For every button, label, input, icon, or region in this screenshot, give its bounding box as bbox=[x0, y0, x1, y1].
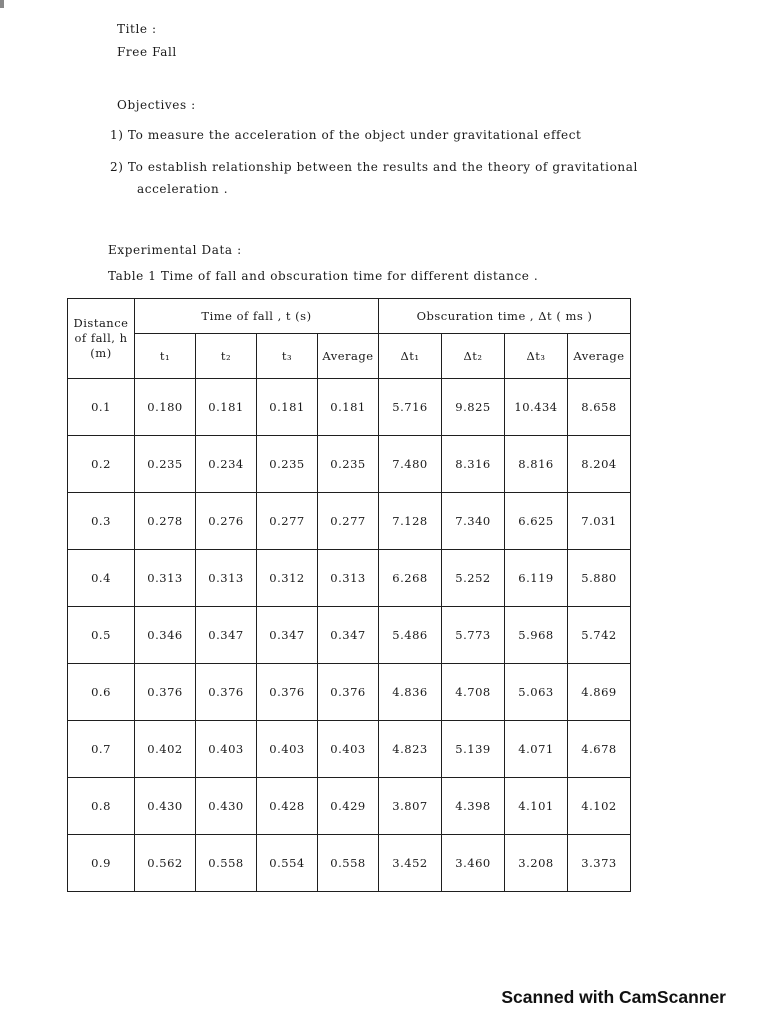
table-row bbox=[68, 607, 631, 664]
table-cell-distance: 0.2 bbox=[68, 436, 135, 493]
header-t3: t₃ bbox=[257, 334, 318, 379]
table-cell: 0.430 bbox=[196, 778, 257, 835]
header-obscuration-time: Obscuration time , Δt ( ms ) bbox=[379, 299, 631, 334]
table-cell-distance: 0.5 bbox=[68, 607, 135, 664]
table-cell: 0.558 bbox=[196, 835, 257, 892]
table-cell: 8.316 bbox=[442, 436, 505, 493]
table-cell: 5.880 bbox=[568, 550, 631, 607]
table-cell: 0.235 bbox=[257, 436, 318, 493]
table-cell: 5.063 bbox=[505, 664, 568, 721]
table-cell: 0.403 bbox=[196, 721, 257, 778]
table-cell-distance: 0.6 bbox=[68, 664, 135, 721]
table-body bbox=[68, 379, 631, 892]
table-cell: 0.347 bbox=[196, 607, 257, 664]
table-cell: 0.277 bbox=[257, 493, 318, 550]
table-cell: 7.340 bbox=[442, 493, 505, 550]
table-cell: 0.428 bbox=[257, 778, 318, 835]
table-cell: 0.402 bbox=[135, 721, 196, 778]
scanner-watermark: Scanned with CamScanner bbox=[501, 987, 726, 1007]
objective-item-2: 2) To establish relationship between the results and the theory of gravitational bbox=[110, 160, 638, 174]
table-cell: 0.313 bbox=[196, 550, 257, 607]
table-cell: 9.825 bbox=[442, 379, 505, 436]
table-cell: 4.708 bbox=[442, 664, 505, 721]
table-cell-distance: 0.8 bbox=[68, 778, 135, 835]
header-t2: t₂ bbox=[196, 334, 257, 379]
table-cell: 6.625 bbox=[505, 493, 568, 550]
header-dt2: Δt₂ bbox=[442, 334, 505, 379]
table-cell: 3.807 bbox=[379, 778, 442, 835]
header-obscuration-average: Average bbox=[568, 334, 631, 379]
objectives-label: Objectives : bbox=[117, 98, 196, 112]
table-cell: 6.119 bbox=[505, 550, 568, 607]
table-cell: 4.071 bbox=[505, 721, 568, 778]
table-cell: 5.716 bbox=[379, 379, 442, 436]
table-cell: 0.180 bbox=[135, 379, 196, 436]
header-time-average: Average bbox=[318, 334, 379, 379]
table-cell: 5.252 bbox=[442, 550, 505, 607]
table-cell: 8.658 bbox=[568, 379, 631, 436]
table-row bbox=[68, 835, 631, 892]
table-row bbox=[68, 493, 631, 550]
table-cell: 5.968 bbox=[505, 607, 568, 664]
scan-edge-mark bbox=[0, 0, 4, 8]
table-cell: 0.234 bbox=[196, 436, 257, 493]
table-cell: 0.346 bbox=[135, 607, 196, 664]
table-cell: 0.276 bbox=[196, 493, 257, 550]
table-cell: 0.430 bbox=[135, 778, 196, 835]
table-cell: 6.268 bbox=[379, 550, 442, 607]
table-cell: 4.678 bbox=[568, 721, 631, 778]
table-cell: 0.181 bbox=[196, 379, 257, 436]
header-distance bbox=[68, 299, 135, 379]
table-cell: 0.376 bbox=[135, 664, 196, 721]
table-cell: 0.558 bbox=[318, 835, 379, 892]
table-cell: 3.452 bbox=[379, 835, 442, 892]
table-cell: 4.398 bbox=[442, 778, 505, 835]
table-cell: 0.235 bbox=[135, 436, 196, 493]
table-cell-distance: 0.1 bbox=[68, 379, 135, 436]
table-cell: 3.373 bbox=[568, 835, 631, 892]
table-cell-distance: 0.4 bbox=[68, 550, 135, 607]
title-label: Title : bbox=[117, 22, 157, 36]
table-cell: 0.376 bbox=[318, 664, 379, 721]
table-cell: 0.429 bbox=[318, 778, 379, 835]
table-cell: 7.480 bbox=[379, 436, 442, 493]
table-cell: 0.403 bbox=[257, 721, 318, 778]
objective-item-2-continued: acceleration . bbox=[137, 182, 229, 196]
data-table bbox=[67, 298, 631, 892]
table-cell: 4.869 bbox=[568, 664, 631, 721]
table-cell-distance: 0.7 bbox=[68, 721, 135, 778]
table-cell: 4.101 bbox=[505, 778, 568, 835]
table-cell: 0.554 bbox=[257, 835, 318, 892]
table-cell: 5.742 bbox=[568, 607, 631, 664]
header-distance-label: Distance of fall, h (m) bbox=[73, 316, 129, 360]
table-cell: 5.773 bbox=[442, 607, 505, 664]
table-cell: 0.312 bbox=[257, 550, 318, 607]
table-cell: 8.816 bbox=[505, 436, 568, 493]
table-caption: Table 1 Time of fall and obscuration time for different distance . bbox=[108, 269, 539, 283]
table-cell: 4.102 bbox=[568, 778, 631, 835]
header-t1: t₁ bbox=[135, 334, 196, 379]
table-cell: 5.486 bbox=[379, 607, 442, 664]
table-cell: 0.403 bbox=[318, 721, 379, 778]
header-dt3: Δt₃ bbox=[505, 334, 568, 379]
table-cell: 0.376 bbox=[257, 664, 318, 721]
table-cell: 0.277 bbox=[318, 493, 379, 550]
table-cell: 7.031 bbox=[568, 493, 631, 550]
table-row bbox=[68, 721, 631, 778]
table-cell: 0.347 bbox=[257, 607, 318, 664]
table-cell: 8.204 bbox=[568, 436, 631, 493]
table-cell: 0.562 bbox=[135, 835, 196, 892]
table-cell: 0.235 bbox=[318, 436, 379, 493]
table-cell: 7.128 bbox=[379, 493, 442, 550]
table-cell: 0.376 bbox=[196, 664, 257, 721]
table-cell: 0.181 bbox=[318, 379, 379, 436]
experimental-data-label: Experimental Data : bbox=[108, 243, 242, 257]
table-cell: 0.313 bbox=[318, 550, 379, 607]
table-cell: 0.313 bbox=[135, 550, 196, 607]
table-row bbox=[68, 664, 631, 721]
table-cell: 4.823 bbox=[379, 721, 442, 778]
table-cell: 5.139 bbox=[442, 721, 505, 778]
table-cell-distance: 0.9 bbox=[68, 835, 135, 892]
header-dt1: Δt₁ bbox=[379, 334, 442, 379]
table-cell: 10.434 bbox=[505, 379, 568, 436]
table-row bbox=[68, 379, 631, 436]
table-cell: 3.460 bbox=[442, 835, 505, 892]
table-row bbox=[68, 550, 631, 607]
table-cell: 0.181 bbox=[257, 379, 318, 436]
table-cell: 0.278 bbox=[135, 493, 196, 550]
objective-item-1: 1) To measure the acceleration of the object under gravitational effect bbox=[110, 128, 582, 142]
table-cell-distance: 0.3 bbox=[68, 493, 135, 550]
table-row bbox=[68, 436, 631, 493]
title-value: Free Fall bbox=[117, 45, 177, 59]
table-cell: 4.836 bbox=[379, 664, 442, 721]
table-cell: 0.347 bbox=[318, 607, 379, 664]
table-row bbox=[68, 778, 631, 835]
table-cell: 3.208 bbox=[505, 835, 568, 892]
header-time-of-fall: Time of fall , t (s) bbox=[135, 299, 379, 334]
